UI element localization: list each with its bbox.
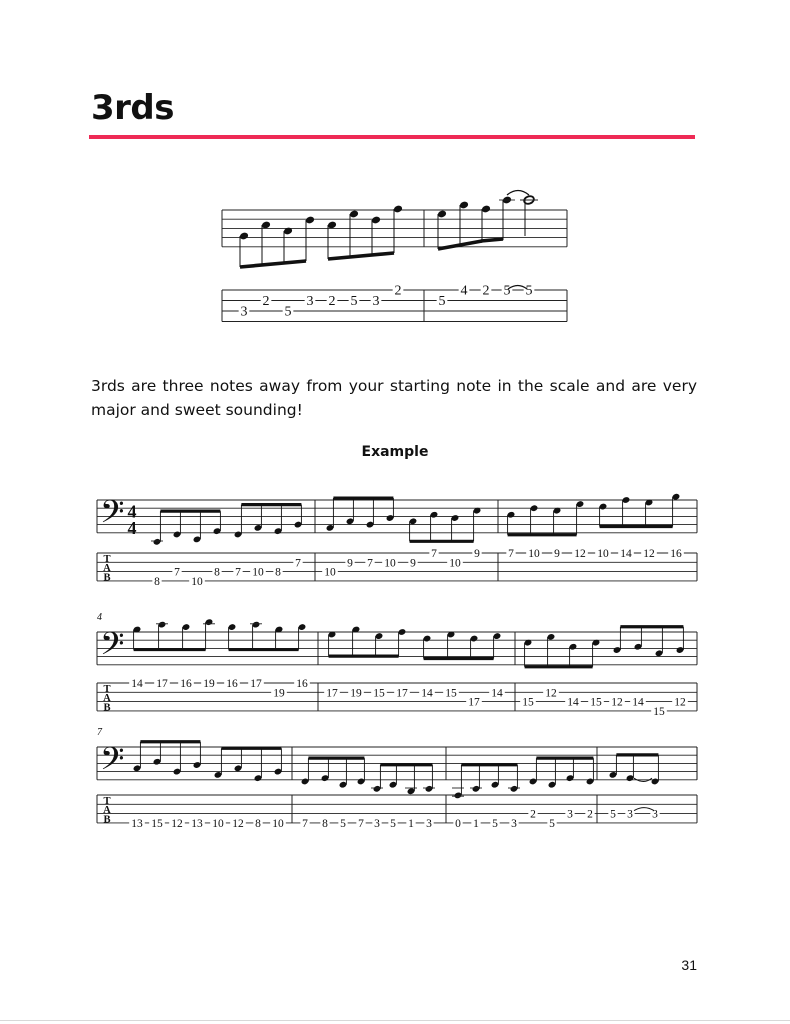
tab-fret-number: 12 (643, 548, 655, 560)
tab-fret-number: 10 (597, 548, 609, 560)
tab-fret-number: 7 (367, 557, 373, 570)
tab-fret-number: 1 (408, 817, 414, 830)
tab-fret-number: 14 (421, 687, 433, 700)
tab-fret-number: 10 (272, 817, 284, 830)
tie-arc (507, 191, 529, 196)
tab-fret-number: 8 (154, 575, 160, 588)
tab-fret-number: 3 (306, 294, 314, 309)
note-beam (240, 261, 306, 267)
tab-fret-number: 3 (240, 304, 248, 320)
tab-clef-icon (103, 554, 111, 583)
tab-fret-number: 5 (492, 817, 498, 830)
tab-fret-number: 5 (350, 294, 358, 309)
tab-clef-icon (103, 796, 111, 825)
tab-fret-number: 5 (340, 817, 346, 830)
tab-fret-number: 5 (549, 817, 555, 830)
page-title: 3rds (91, 88, 174, 128)
tab-fret-number: 12 (171, 817, 183, 830)
tab-fret-number: 15 (373, 687, 385, 700)
tab-fret-number: 4 (460, 283, 468, 299)
tab-fret-number: 5 (284, 304, 292, 320)
tab-fret-number: 12 (611, 696, 623, 709)
tab-fret-number: 2 (530, 808, 536, 821)
measure-number: 4 (97, 612, 102, 623)
tab-fret-number: 3 (374, 817, 380, 830)
tab-fret-number: 16 (226, 678, 238, 690)
tab-fret-number: 5 (438, 294, 446, 309)
tab-fret-number: 14 (567, 696, 579, 709)
tab-fret-number: 1 (473, 817, 479, 830)
tab-fret-number: 0 (455, 817, 461, 830)
tab-fret-number: 16 (670, 548, 682, 560)
tab-fret-number: 3 (426, 817, 432, 830)
tab-clef-letter: A (103, 805, 111, 817)
tab-clef-letter: A (103, 563, 111, 575)
tab-fret-number: 2 (482, 283, 490, 299)
tab-fret-number: 8 (275, 566, 281, 579)
tab-fret-number: 17 (396, 687, 408, 700)
tab-fret-number: 19 (350, 687, 362, 700)
tab-fret-number: 7 (302, 817, 308, 830)
bass-clef-icon: 𝄢 (100, 627, 125, 670)
tab-fret-number: 3 (511, 817, 517, 830)
tab-fret-number: 10 (212, 817, 224, 830)
tab-fret-number: 7 (358, 817, 364, 830)
time-signature-top: 4 (127, 501, 137, 522)
description-text: 3rds are three notes away from your starting note in the scale and are very major and sweet sounding! (91, 377, 697, 419)
tab-fret-number: 12 (574, 548, 586, 560)
tab-fret-number: 8 (255, 817, 261, 830)
tab-fret-number: 17 (326, 687, 338, 700)
tab-fret-number: 7 (235, 566, 241, 579)
page-number: 31 (681, 957, 697, 973)
tab-clef-letter: B (103, 702, 111, 714)
note-beam (328, 253, 394, 259)
tab-fret-number: 3 (652, 808, 658, 821)
page-bottom-edge (0, 1020, 790, 1021)
tab-clef-letter: T (103, 554, 111, 565)
tab-fret-number: 5 (390, 817, 396, 830)
tab-fret-number: 10 (528, 548, 540, 560)
tab-clef-letter: T (103, 684, 111, 695)
tab-fret-number: 14 (620, 548, 632, 560)
tab-fret-number: 12 (674, 696, 686, 709)
tab-fret-number: 16 (296, 678, 308, 690)
tab-clef-letter: T (103, 796, 111, 807)
bass-clef-icon: 𝄢 (100, 742, 125, 785)
tab-fret-number: 15 (653, 705, 665, 718)
tab-fret-number: 3 (372, 294, 380, 309)
tab-fret-number: 5 (525, 283, 533, 299)
tab-fret-number: 12 (545, 687, 557, 700)
tab-clef-letter: B (103, 572, 111, 584)
tab-fret-number: 15 (445, 687, 457, 700)
tab-fret-number: 19 (203, 678, 215, 690)
tab-fret-number: 17 (468, 696, 480, 709)
tab-fret-number: 7 (174, 566, 180, 579)
tab-fret-number: 15 (151, 817, 163, 830)
tab-fret-number: 13 (131, 817, 143, 830)
tab-fret-number: 9 (347, 557, 353, 570)
tab-fret-number: 13 (191, 817, 203, 830)
example-label: Example (361, 444, 429, 460)
tab-fret-number: 14 (131, 678, 143, 690)
tab-fret-number: 10 (191, 575, 203, 588)
tab-fret-number: 8 (322, 817, 328, 830)
tab-fret-number: 8 (214, 566, 220, 579)
tab-fret-number: 9 (474, 548, 480, 560)
tab-fret-number: 2 (587, 808, 593, 821)
tab-fret-number: 14 (491, 687, 503, 700)
tab-fret-number: 3 (567, 808, 573, 821)
tab-fret-number: 2 (262, 294, 270, 309)
tab-clef-letter: A (103, 693, 111, 705)
tab-fret-number: 2 (328, 294, 336, 309)
tab-fret-number: 7 (295, 557, 301, 570)
tab-fret-number: 7 (508, 548, 514, 560)
note-beam (481, 239, 503, 241)
tab-fret-number: 17 (156, 678, 168, 690)
tab-clef-letter: B (103, 814, 111, 826)
tab-fret-number: 15 (590, 696, 602, 709)
tab-fret-number: 15 (522, 696, 534, 709)
tab-fret-number: 5 (610, 808, 616, 821)
tab-fret-number: 19 (273, 687, 285, 700)
tab-fret-number: 3 (627, 808, 633, 821)
tab-fret-number: 2 (394, 283, 402, 299)
tab-clef-icon (103, 684, 111, 713)
time-signature-bottom: 4 (127, 517, 137, 538)
tab-fret-number: 12 (232, 817, 244, 830)
tab-fret-number: 10 (324, 566, 336, 579)
tab-fret-number: 17 (250, 678, 262, 690)
tab-fret-number: 9 (410, 557, 416, 570)
tab-fret-number: 5 (503, 283, 511, 299)
tab-fret-number: 7 (431, 548, 437, 560)
tab-fret-number: 10 (384, 557, 396, 570)
tab-fret-number: 16 (180, 678, 192, 690)
measure-number: 7 (97, 727, 102, 738)
tab-fret-number: 10 (252, 566, 264, 579)
tab-fret-number: 14 (632, 696, 644, 709)
tab-fret-number: 10 (449, 557, 461, 570)
tab-fret-number: 9 (554, 548, 560, 560)
bass-clef-icon: 𝄢 (100, 495, 125, 538)
